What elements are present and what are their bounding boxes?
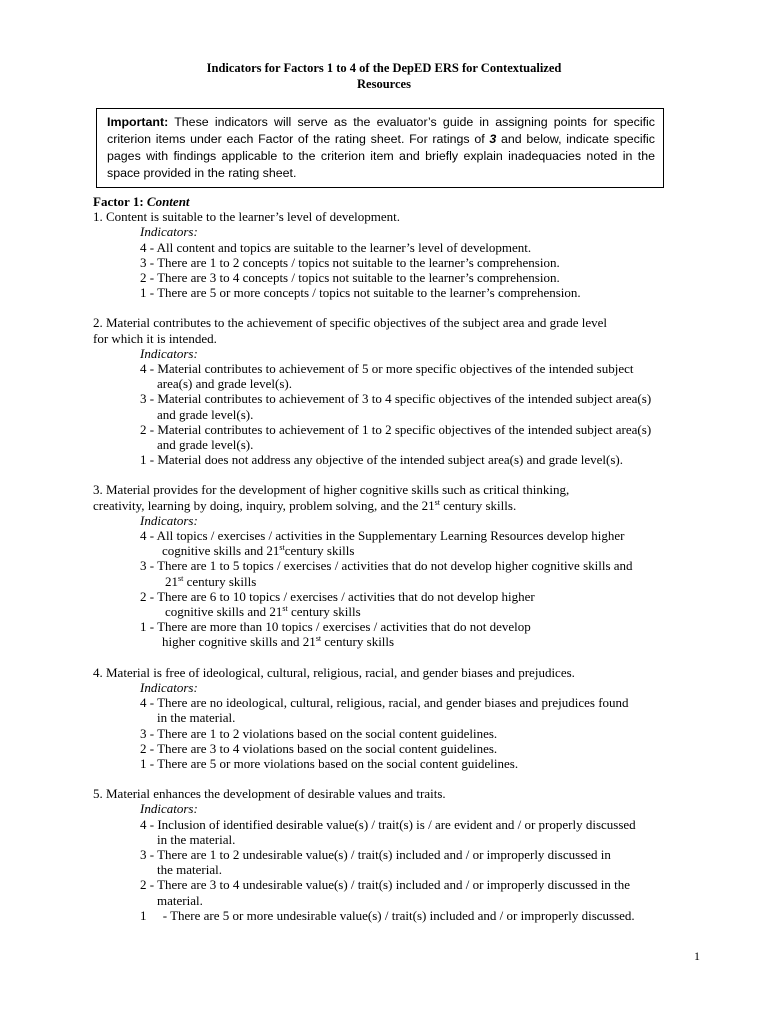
indicator-5-3: 3 - There are 1 to 2 undesirable value(s) / trait(s) included and / or improperly discussed in (140, 846, 611, 862)
indicator-2-3-cont: and grade level(s). (157, 406, 254, 422)
indicator-1-4: 4 - All content and topics are suitable to the learner’s level of development. (140, 239, 532, 255)
indicator-3-3: 3 - There are 1 to 5 topics / exercises / activities that do not develop higher cognitive skills and (140, 558, 633, 574)
title-line-1: Indicators for Factors 1 to 4 of the DepED ERS for Contextualized (206, 61, 562, 75)
criterion-3: 3. Material provides for the development of higher cognitive skills such as critical thinking, (93, 482, 570, 498)
indicator-1-2: 2 - There are 3 to 4 concepts / topics not suitable to the learner’s comprehension. (140, 270, 560, 286)
indicators-label: Indicators: (140, 801, 198, 817)
criterion-3-cont: creativity, learning by doing, inquiry, problem solving, and the 21st century skills. (93, 497, 517, 513)
indicator-3-3-cont: 21st century skills (165, 573, 257, 589)
indicator-1-3: 3 - There are 1 to 2 concepts / topics not suitable to the learner’s comprehension. (140, 254, 560, 270)
indicator-4-2: 2 - There are 3 to 4 violations based on the social content guidelines. (140, 740, 498, 756)
document-body (93, 194, 723, 923)
criterion-2-cont: for which it is intended. (93, 330, 217, 346)
indicator-3-4: 4 - All topics / exercises / activities in the Supplementary Learning Resources develop higher (140, 528, 625, 544)
notice-label: Important: (107, 115, 169, 129)
indicators-label: Indicators: (140, 512, 198, 528)
indicator-2-1: 1 - Material does not address any objective of the intended subject area(s) and grade level(s). (140, 452, 623, 468)
document-title (0, 60, 768, 92)
notice-rating: 3 (489, 132, 497, 146)
factor-label: Factor 1: (93, 194, 147, 209)
indicator-3-1-cont: higher cognitive skills and 21st century skills (162, 634, 395, 650)
indicator-5-4: 4 - Inclusion of identified desirable value(s) / trait(s) is / are evident and / or properly discussed (140, 816, 636, 832)
page-number: 1 (694, 949, 700, 963)
indicator-4-3: 3 - There are 1 to 2 violations based on the social content guidelines. (140, 725, 498, 741)
indicator-4-4-cont: in the material. (157, 710, 236, 726)
indicator-4-4: 4 - There are no ideological, cultural, religious, racial, and gender biases and prejudices found (140, 695, 629, 711)
indicator-2-4-cont: area(s) and grade level(s). (157, 376, 292, 392)
criterion-5: 5. Material enhances the development of desirable values and traits. (93, 786, 446, 802)
important-notice-box (96, 108, 664, 188)
criterion-2: 2. Material contributes to the achievement of specific objectives of the subject area and grade level (93, 315, 608, 331)
indicators-label: Indicators: (140, 345, 198, 361)
factor-name: Content (146, 194, 190, 209)
indicator-5-3-cont: the material. (157, 862, 222, 878)
indicators-label: Indicators: (140, 224, 198, 240)
indicator-3-1: 1 - There are more than 10 topics / exercises / activities that do not develop (140, 619, 531, 635)
indicator-2-3: 3 - Material contributes to achievement of 3 to 4 specific objectives of the intended subject area(s) (140, 391, 652, 407)
indicator-3-4-cont: cognitive skills and 21stcentury skills (162, 543, 355, 559)
indicator-2-2: 2 - Material contributes to achievement of 1 to 2 specific objectives of the intended subject area(s) (140, 421, 652, 437)
indicators-label: Indicators: (140, 679, 198, 695)
notice-text-part-2: and below, indicate specific pages with findings applicable to the criterion item and briefly explain inadequacies noted in the space provided in the rating sheet. (107, 132, 655, 180)
criterion-1: 1. Content is suitable to the learner’s level of development. (93, 209, 400, 225)
indicator-4-1: 1 - There are 5 or more violations based on the social content guidelines. (140, 755, 519, 771)
notice-text-part-1: These indicators will serve as the evaluator’s guide in assigning points for specific criterion items under each Factor of the rating sheet. For ratings of (107, 115, 655, 146)
indicator-2-2-cont: and grade level(s). (157, 437, 254, 453)
indicator-1-1: 1 - There are 5 or more concepts / topics not suitable to the learner’s comprehension. (140, 285, 581, 301)
indicator-5-2: 2 - There are 3 to 4 undesirable value(s) / trait(s) included and / or improperly discussed in the (140, 877, 631, 893)
indicator-3-2-cont: cognitive skills and 21st century skills (165, 604, 361, 620)
indicator-3-2: 2 - There are 6 to 10 topics / exercises / activities that do not develop higher (140, 588, 535, 604)
indicator-5-1: 1 - There are 5 or more undesirable value(s) / trait(s) included and / or improperly discussed. (140, 907, 635, 923)
indicator-2-4: 4 - Material contributes to achievement of 5 or more specific objectives of the intended subject (140, 361, 634, 377)
indicator-5-2-cont: material. (157, 892, 203, 908)
title-line-2: Resources (357, 77, 411, 91)
factor-heading (93, 194, 723, 209)
indicator-5-4-cont: in the material. (157, 831, 236, 847)
criterion-4: 4. Material is free of ideological, cultural, religious, racial, and gender biases and prejudices. (93, 664, 575, 680)
